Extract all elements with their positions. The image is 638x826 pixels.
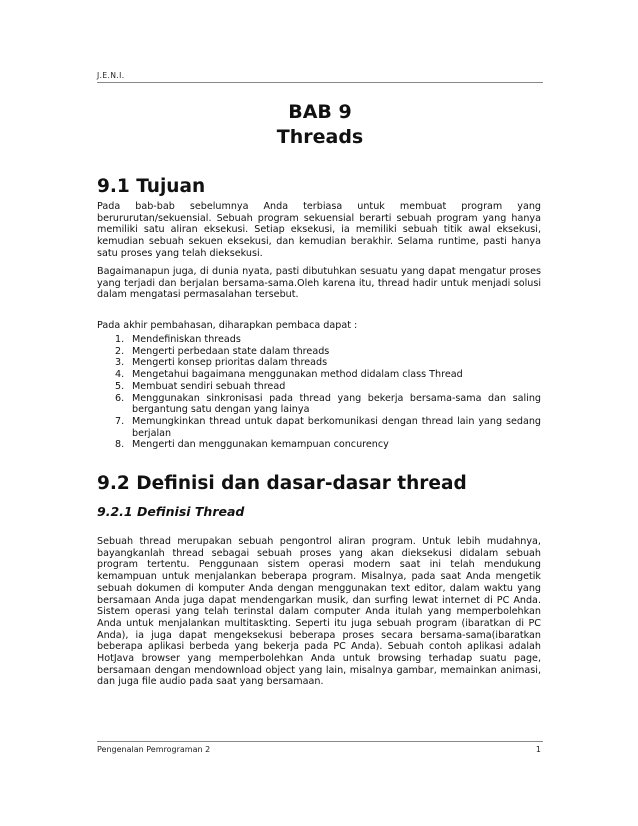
list-item bbox=[97, 439, 541, 451]
list-number: 3. bbox=[115, 357, 125, 369]
goals-intro: Pada akhir pembahasan, diharapkan pembaca dapat : bbox=[97, 320, 358, 331]
list-item bbox=[97, 416, 541, 439]
paragraph-thread-solution: Bagaimanapun juga, di dunia nyata, pasti dibutuhkan sesuatu yang dapat mengatur proses yang terjadi dan berjalan bersama-sama.Oleh karena itu, thread hadir untuk menjadi solusi dalam mengatasi permasalahan tersebut. bbox=[97, 266, 541, 301]
chapter-number: BAB 9 bbox=[288, 101, 352, 123]
list-text: Menggunakan sinkronisasi pada thread yang bekerja bersama-sama dan saling bergantung satu dengan yang lainya bbox=[132, 392, 541, 416]
section-heading-tujuan: 9.1 Tujuan bbox=[97, 176, 206, 197]
list-number: 2. bbox=[115, 345, 125, 357]
list-number: 4. bbox=[115, 369, 125, 381]
list-text: Mendefiniskan threads bbox=[132, 334, 241, 345]
running-header: J.E.N.I. bbox=[97, 71, 125, 80]
list-number: 5. bbox=[115, 380, 125, 392]
list-item bbox=[97, 369, 541, 381]
list-number: 6. bbox=[115, 392, 125, 404]
paragraph-intro: Pada bab-bab sebelumnya Anda terbiasa untuk membuat program yang berururutan/sekuensial. Sebuah program sekuensial berarti sebuah program yang hanya memiliki satu aliran eksekusi. Setiap eksekusi, ia memiliki sebuah titik awal eksekusi, kemudian sebuah sekuen eksekusi, dan kemudian berakhir. Selama runtime, pasti hanya satu proses yang telah dieksekusi. bbox=[97, 201, 541, 259]
list-text: Membuat sendiri sebuah thread bbox=[132, 380, 286, 392]
list-text: Mengerti perbedaan state dalam threads bbox=[132, 345, 330, 357]
footer-book-title: Pengenalan Pemrograman 2 bbox=[97, 745, 211, 754]
list-item bbox=[97, 393, 541, 416]
footer-divider bbox=[97, 741, 543, 742]
list-item bbox=[97, 346, 541, 358]
section-heading-definisi: 9.2 Definisi dan dasar-dasar thread bbox=[97, 473, 467, 494]
list-text: Memungkinkan thread untuk dapat berkomunikasi dengan thread lain yang sedang berjalan bbox=[132, 415, 541, 439]
goals-list bbox=[97, 334, 541, 451]
list-item bbox=[97, 381, 541, 393]
paragraph-definisi-thread: Sebuah thread merupakan sebuah pengontrol aliran program. Untuk lebih mudahnya, bayangkanlah thread sebagai sebuah proses yang akan dieksekusi didalam sebuah program tertentu. Penggunaan sistem operasi modern saat ini telah mendukung kemampuan untuk menjalankan beberapa program. Misalnya, pada saat Anda mengetik sebuah dokumen di komputer Anda dengan menggunakan text editor, dalam waktu yang bersamaan Anda juga dapat mendengarkan musik, dan surfing lewat internet di PC Anda. Sistem operasi yang telah terinstal dalam computer Anda itulah yang memperbolehkan Anda untuk menjalankan multitaskting. Seperti itu juga sebuah program (ibaratkan di PC Anda), ia juga dapat mengeksekusi beberapa proses secara bersama-sama(ibaratkan beberapa aplikasi berbeda yang bekerja pada PC Anda). Sebuah contoh aplikasi adalah HotJava browser yang memperbolehkan Anda untuk browsing terhadap suatu page, bersamaan dengan mendownload object yang lain, misalnya gambar, memainkan animasi, dan juga file audio pada saat yang bersamaan. bbox=[97, 536, 541, 688]
list-text: Mengerti dan menggunakan kemampuan concurency bbox=[132, 439, 389, 451]
list-text: Mengetahui bagaimana menggunakan method didalam class Thread bbox=[132, 369, 463, 381]
list-item bbox=[97, 334, 541, 346]
header-divider bbox=[97, 82, 543, 83]
subsection-heading-definisi-thread: 9.2.1 Definisi Thread bbox=[97, 504, 245, 519]
list-number: 1. bbox=[115, 334, 125, 345]
page-number: 1 bbox=[535, 745, 541, 754]
list-item bbox=[97, 357, 541, 369]
chapter-title: Threads bbox=[276, 126, 364, 148]
list-text: Mengerti konsep prioritas dalam threads bbox=[132, 357, 328, 369]
list-number: 7. bbox=[115, 415, 125, 427]
list-number: 8. bbox=[115, 439, 125, 451]
